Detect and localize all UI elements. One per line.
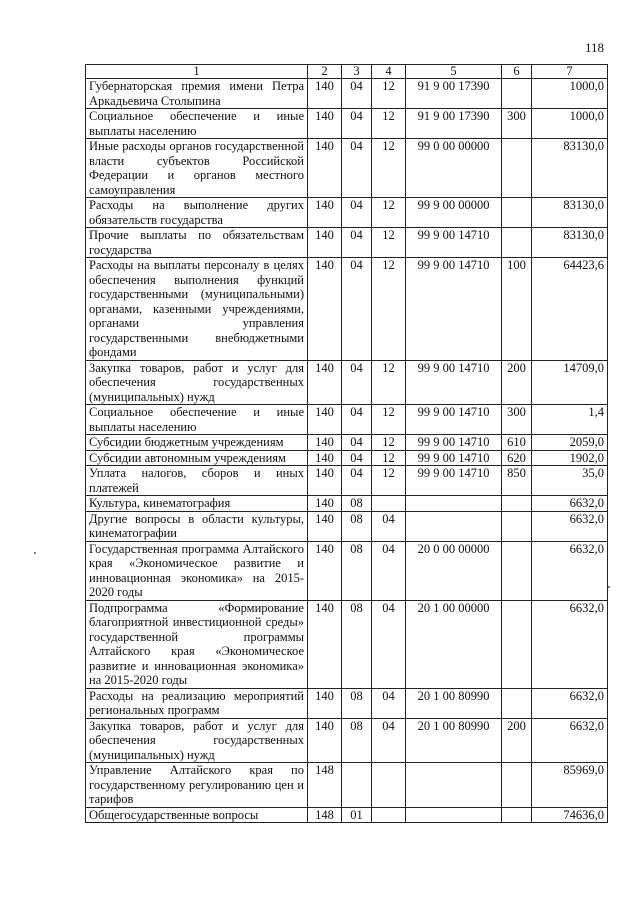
table-row (86, 139, 608, 198)
table-row (86, 496, 608, 512)
row-target-code: 99 9 00 14710 (406, 405, 502, 435)
row-subsection-code: 12 (372, 466, 406, 496)
row-section-code: 04 (342, 258, 372, 361)
row-ministry-code: 140 (308, 450, 342, 466)
row-amount: 74636,0 (532, 807, 608, 823)
table-row (86, 450, 608, 466)
header-cell: 6 (502, 65, 532, 79)
row-section-code: 04 (342, 109, 372, 139)
row-section-code: 04 (342, 79, 372, 109)
row-target-code: 99 9 00 14710 (406, 466, 502, 496)
row-subsection-code: 12 (372, 198, 406, 228)
row-name: Подпрограмма «Формирование благоприятной инвестиционной среды» государственной программы Алтайского края «Экономическое развитие и инновационная экономика» на 2015-2020 годы (86, 600, 308, 688)
budget-table (85, 64, 608, 823)
row-section-code: 08 (342, 718, 372, 763)
row-ministry-code: 140 (308, 435, 342, 451)
row-ministry-code: 140 (308, 541, 342, 600)
row-name: Другие вопросы в области культуры, кинематографии (86, 511, 308, 541)
row-name: Управление Алтайского края по государственному регулированию цен и тарифов (86, 763, 308, 808)
row-name: Культура, кинематография (86, 496, 308, 512)
row-name: Прочие выплаты по обязательствам государства (86, 228, 308, 258)
row-amount: 6632,0 (532, 496, 608, 512)
row-section-code: 01 (342, 807, 372, 823)
row-expense-type (502, 807, 532, 823)
row-name: Закупка товаров, работ и услуг для обеспечения государственных (муниципальных) нужд (86, 718, 308, 763)
row-amount: 1902,0 (532, 450, 608, 466)
row-amount: 83130,0 (532, 139, 608, 198)
row-expense-type: 100 (502, 258, 532, 361)
table-row (86, 79, 608, 109)
header-cell: 7 (532, 65, 608, 79)
row-target-code: 99 9 00 14710 (406, 435, 502, 451)
row-name: Расходы на выплаты персоналу в целях обеспечения выполнения функций государственными (муниципальными) органами, казенными учреждениями, органами управления государственными внебюджетными фондами (86, 258, 308, 361)
table-row (86, 688, 608, 718)
row-name: Общегосударственные вопросы (86, 807, 308, 823)
row-subsection-code: 12 (372, 79, 406, 109)
row-section-code: 08 (342, 600, 372, 688)
row-section-code: 04 (342, 405, 372, 435)
table-row (86, 258, 608, 361)
row-subsection-code (372, 807, 406, 823)
row-section-code: 04 (342, 228, 372, 258)
row-subsection-code: 12 (372, 258, 406, 361)
row-expense-type (502, 763, 532, 808)
row-ministry-code: 140 (308, 109, 342, 139)
row-ministry-code: 148 (308, 763, 342, 808)
row-ministry-code: 140 (308, 228, 342, 258)
row-expense-type: 610 (502, 435, 532, 451)
row-expense-type: 850 (502, 466, 532, 496)
scan-speck (608, 586, 610, 588)
row-expense-type (502, 688, 532, 718)
table-row (86, 405, 608, 435)
row-name: Субсидии бюджетным учреждениям (86, 435, 308, 451)
row-amount: 85969,0 (532, 763, 608, 808)
row-amount: 6632,0 (532, 541, 608, 600)
row-name: Расходы на выполнение других обязательств государства (86, 198, 308, 228)
row-ministry-code: 140 (308, 688, 342, 718)
row-expense-type (502, 600, 532, 688)
row-expense-type: 200 (502, 718, 532, 763)
row-amount: 6632,0 (532, 600, 608, 688)
row-amount: 35,0 (532, 466, 608, 496)
table-row (86, 807, 608, 823)
row-target-code: 20 0 00 00000 (406, 541, 502, 600)
row-expense-type (502, 139, 532, 198)
row-ministry-code: 140 (308, 600, 342, 688)
row-subsection-code: 12 (372, 435, 406, 451)
table-row (86, 109, 608, 139)
row-target-code: 91 9 00 17390 (406, 79, 502, 109)
row-section-code: 04 (342, 139, 372, 198)
row-ministry-code: 140 (308, 718, 342, 763)
row-amount: 6632,0 (532, 718, 608, 763)
table-row (86, 600, 608, 688)
table-row (86, 228, 608, 258)
table-row (86, 511, 608, 541)
table-row (86, 718, 608, 763)
row-target-code (406, 807, 502, 823)
row-amount: 6632,0 (532, 511, 608, 541)
row-amount: 83130,0 (532, 198, 608, 228)
row-ministry-code: 140 (308, 79, 342, 109)
row-ministry-code: 140 (308, 258, 342, 361)
row-subsection-code: 04 (372, 718, 406, 763)
row-section-code: 04 (342, 450, 372, 466)
row-expense-type (502, 541, 532, 600)
header-cell: 2 (308, 65, 342, 79)
row-name: Социальное обеспечение и иные выплаты населению (86, 405, 308, 435)
row-subsection-code (372, 763, 406, 808)
row-target-code: 99 9 00 00000 (406, 198, 502, 228)
row-subsection-code: 12 (372, 450, 406, 466)
row-target-code: 99 9 00 14710 (406, 228, 502, 258)
row-section-code: 04 (342, 435, 372, 451)
row-amount: 1000,0 (532, 109, 608, 139)
row-target-code (406, 763, 502, 808)
row-amount: 14709,0 (532, 360, 608, 405)
row-target-code: 99 9 00 14710 (406, 450, 502, 466)
row-name: Губернаторская премия имени Петра Аркадьевича Столыпина (86, 79, 308, 109)
header-cell: 1 (86, 65, 308, 79)
row-name: Уплата налогов, сборов и иных платежей (86, 466, 308, 496)
row-target-code: 20 1 00 80990 (406, 718, 502, 763)
row-amount: 83130,0 (532, 228, 608, 258)
row-target-code: 20 1 00 80990 (406, 688, 502, 718)
row-ministry-code: 140 (308, 511, 342, 541)
row-subsection-code: 12 (372, 405, 406, 435)
header-cell: 4 (372, 65, 406, 79)
row-section-code: 08 (342, 541, 372, 600)
row-expense-type: 620 (502, 450, 532, 466)
row-ministry-code: 140 (308, 405, 342, 435)
header-cell: 3 (342, 65, 372, 79)
row-expense-type: 300 (502, 405, 532, 435)
row-expense-type (502, 228, 532, 258)
row-section-code: 04 (342, 198, 372, 228)
table-header-row (86, 65, 608, 79)
row-name: Субсидии автономным учреждениям (86, 450, 308, 466)
row-subsection-code: 12 (372, 109, 406, 139)
row-target-code (406, 511, 502, 541)
row-name: Закупка товаров, работ и услуг для обеспечения государственных (муниципальных) нужд (86, 360, 308, 405)
row-amount: 64423,6 (532, 258, 608, 361)
row-subsection-code: 12 (372, 139, 406, 198)
row-target-code: 91 9 00 17390 (406, 109, 502, 139)
row-target-code: 99 9 00 14710 (406, 258, 502, 361)
row-subsection-code (372, 496, 406, 512)
row-subsection-code: 04 (372, 511, 406, 541)
row-expense-type (502, 198, 532, 228)
table-row (86, 198, 608, 228)
row-ministry-code: 140 (308, 360, 342, 405)
row-amount: 2059,0 (532, 435, 608, 451)
row-target-code (406, 496, 502, 512)
header-cell: 5 (406, 65, 502, 79)
row-ministry-code: 140 (308, 198, 342, 228)
row-subsection-code: 04 (372, 600, 406, 688)
row-subsection-code: 04 (372, 688, 406, 718)
row-name: Иные расходы органов государственной власти субъектов Российской Федерации и органов местного самоуправления (86, 139, 308, 198)
row-section-code: 04 (342, 360, 372, 405)
row-expense-type: 300 (502, 109, 532, 139)
row-ministry-code: 148 (308, 807, 342, 823)
row-amount: 6632,0 (532, 688, 608, 718)
row-ministry-code: 140 (308, 466, 342, 496)
row-section-code: 08 (342, 688, 372, 718)
row-section-code: 04 (342, 466, 372, 496)
row-expense-type (502, 511, 532, 541)
row-target-code: 99 0 00 00000 (406, 139, 502, 198)
row-target-code: 20 1 00 00000 (406, 600, 502, 688)
row-ministry-code: 140 (308, 139, 342, 198)
table-row (86, 763, 608, 808)
row-expense-type (502, 79, 532, 109)
page-number: 118 (584, 40, 604, 55)
table-row (86, 466, 608, 496)
row-amount: 1000,0 (532, 79, 608, 109)
row-name: Расходы на реализацию мероприятий региональных программ (86, 688, 308, 718)
row-name: Социальное обеспечение и иные выплаты населению (86, 109, 308, 139)
row-section-code: 08 (342, 496, 372, 512)
row-subsection-code: 12 (372, 228, 406, 258)
table-row (86, 541, 608, 600)
row-subsection-code: 12 (372, 360, 406, 405)
row-section-code: 08 (342, 511, 372, 541)
row-section-code (342, 763, 372, 808)
row-name: Государственная программа Алтайского края «Экономическое развитие и инновационная экономика» на 2015-2020 годы (86, 541, 308, 600)
row-subsection-code: 04 (372, 541, 406, 600)
row-ministry-code: 140 (308, 496, 342, 512)
table-row (86, 360, 608, 405)
row-amount: 1,4 (532, 405, 608, 435)
row-expense-type: 200 (502, 360, 532, 405)
scan-speck (34, 552, 36, 554)
row-expense-type (502, 496, 532, 512)
table-row (86, 435, 608, 451)
row-target-code: 99 9 00 14710 (406, 360, 502, 405)
